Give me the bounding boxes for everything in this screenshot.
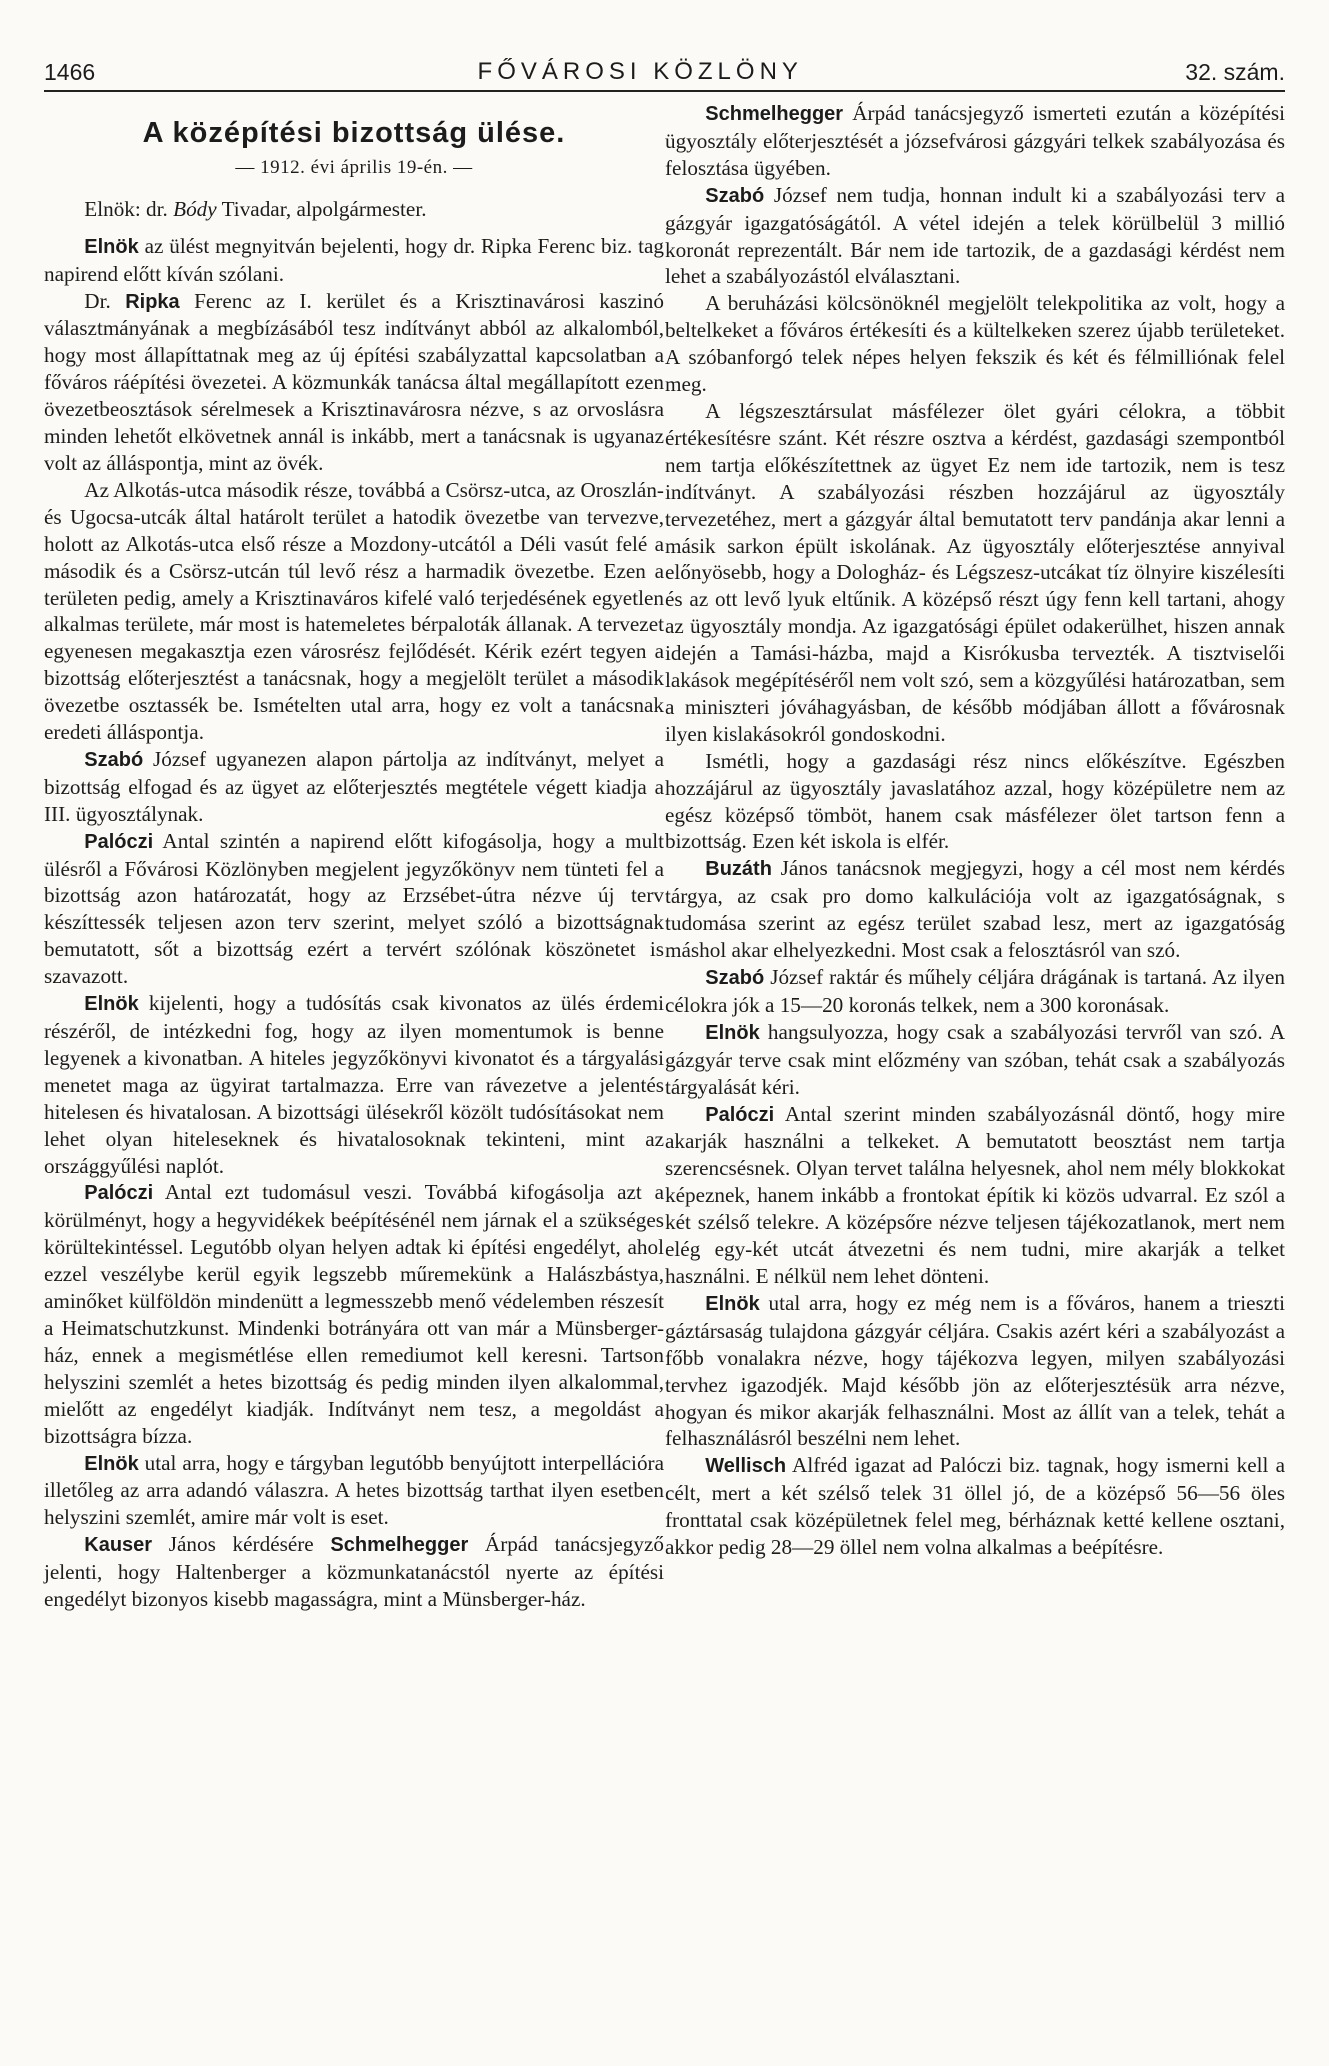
speaker-name: Palóczi — [84, 1182, 154, 1205]
speaker-name: Buzáth — [705, 858, 772, 881]
speaker-name: Elnök — [705, 1292, 760, 1315]
paragraph: Wellisch Alfréd igazat ad Palóczi biz. tagnak, hogy ismerni kell a célt, mert a két szélső telek 31 öllel jó, de a középső 56—56 öles fronttatal csak középületnek felel meg, bérháznak ketté kellene osztani, akkor pedig 28—29 öllel nem volna alkalmas a beépítésre. — [665, 1453, 1285, 1560]
speaker-name: Ripka — [125, 290, 180, 313]
paragraph: Kauser János kérdésére Schmelhegger Árpád tanácsjegyző jelenti, hogy Haltenberger a közmunkatanácstól nyerte az építési engedélyt bizonyos kisebb magasságra, mint a Münsberger-ház. — [44, 1532, 664, 1612]
paragraph: Elnök az ülést megnyitván bejelenti, hogy dr. Ripka Ferenc biz. tag napirend előtt kíván szólani. — [44, 233, 664, 286]
paragraph: Schmelhegger Árpád tanácsjegyző ismerteti ezután a középítési ügyosztály előterjesztését a józsefvárosi gázgyári telkek szabályozása és felosztása ügyében. — [665, 101, 1285, 180]
paragraph: Dr. Ripka Ferenc az I. kerület és a Krisztinavárosi kaszinó választmányának a megbízásából tesz indítványt abból az alkalomból, hogy most állapíttatnak meg az új építési szabályzattal kapcsolatban a főváros ráépítési övezetei. A közmunkák tanácsa által megállapított ezen övezetbeosztások sérelmesek a Krisztinavárosra nézve, s az orvoslásra minden lehetőt elkövetnek annál is inkább, mert a tanácsnak is ugyanaz volt az álláspontja, mint az övék. — [44, 288, 664, 475]
meeting-date: — 1912. évi április 19-én. — — [235, 156, 473, 178]
paragraph: Elnök kijelenti, hogy a tudósítás csak kivonatos az ülés érdemi részéről, de intézkedni fog, hogy az ilyen momentumok is benne legyenek a kivonatban. A hiteles jegyzőkönyvi kivonatot és a tárgyalási menetet maga az ügyirat tartalmazza. Erre van rávezetve a jelentés hitelesen és hivatalosan. A bizottsági ülésekről közölt tudósításokat nem lehet olyan hiteleseknek és hivatalosoknak tekinteni, mint az országgyűlési naplót. — [44, 991, 664, 1178]
speaker-name: Szabó — [705, 967, 765, 989]
paragraph: Szabó József nem tudja, honnan indult ki a szabályozási terv a gázgyár igazgatóságától. A vétel idején a telek körülbelül 3 millió koronát reprezentált. Bár nem ide tartozik, de a gazdasági kérdést nem lehet a szabályozástól elválasztani. — [665, 182, 1285, 289]
chairman-line: Elnök: dr. Bódy Tivadar, alpolgármester. — [84, 196, 427, 221]
paragraph: Elnök utal arra, hogy ez még nem is a főváros, hanem a trieszti gáztársaság tulajdona gázgyár céljára. Csakis azért kéri a szabályozást a főbb vonalakra nézve, hogy tájékozva legyen, milyen szabályozási tervhez igazodjék. Majd később jön az előterjesztésük arra nézve, hogyan és mikor akarják felhasználni. Most az állít van a telek, tehát a felhasználásról beszélni nem lehet. — [665, 1290, 1285, 1451]
paragraph: Az Alkotás-utca második része, továbbá a Csörsz-utca, az Oroszlán- és Ugocsa-utcák által határolt terület a hatodik övezetbe van tervezve, holott az Alkotás-utca első része a Mozdony-utcától a Déli vasút felé a második és a Csörsz-utcán túl levő rész a harmadik övezetbe. Ezen a területen pedig, amely a Krisztinaváros kifelé való terjedésének egyetlen alkalmas területe, már most is hatemeletes bérpaloták állanak. A tervezet egyenesen megakasztja ezen városrész fejlődését. Kérik ezért tegyen a bizottság előterjesztést a tanácsnak, hogy a megjelölt terület a második övezetbe osztassék be. Ismételten utal arra, hogy ez volt a tanácsnak eredeti álláspontja. — [44, 477, 664, 745]
paragraph: A beruházási kölcsönöknél megjelölt telekpolitika az volt, hogy a beltelkeket a főváros értékesíti és a kültelkeken szerez újabb területeket. A szóbanforgó telek népes helyen fekszik és két és félmilliónak felel meg. — [665, 291, 1285, 397]
right-column — [665, 100, 1285, 1613]
paragraph: Ismétli, hogy a gazdasági rész nincs előkészítve. Egészben hozzájárul az ügyosztály javaslatához azzal, hogy középületre nem az egész középső tömböt, hanem csak másfélezer ölet tartson fenn a bizottság. Ezen két iskola is elfér. — [665, 748, 1285, 854]
text-columns — [44, 100, 1285, 1613]
header-rule — [44, 90, 1285, 92]
speaker-name: Szabó — [705, 184, 765, 207]
speaker-name: Elnök — [84, 1452, 139, 1475]
speaker-name: Palóczi — [84, 830, 154, 853]
speaker-name: Kauser — [84, 1534, 153, 1557]
paragraph: Elnök hangsulyozza, hogy csak a szabályozási tervről van szó. A gázgyár terve csak mint előzmény van szóban, tehát csak a szabályozás tárgyalását kéri. — [665, 1019, 1285, 1099]
paragraph: Elnök utal arra, hogy e tárgyban legutóbb benyújtott interpellációra illetőleg az arra adandó válaszra. A hetes bizottság tarthat ilyen esetben helyszini szemlét, amire már volt is eset. — [44, 1450, 664, 1530]
publication-title: FŐVÁROSI KÖZLÖNY — [477, 58, 803, 85]
speaker-name: Wellisch — [705, 1455, 787, 1478]
paragraph: Szabó József ugyanezen alapon pártolja az indítványt, melyet a bizottság elfogad és az ügyet az előterjesztés megtétele végett kiadja a III. ügyosztálynak. — [44, 746, 664, 826]
speaker-name: Palóczi — [705, 1103, 775, 1126]
speaker-name: Schmelhegger — [330, 1534, 469, 1557]
page-header — [44, 46, 1285, 86]
speaker-name: Schmelhegger — [705, 103, 844, 125]
speaker-name: Elnök — [84, 993, 139, 1016]
paragraph: Szabó József raktár és műhely céljára drágának is tartaná. Az ilyen célokra jók a 15—20 koronás telkek, nem a 300 koronásak. — [665, 965, 1285, 1017]
paragraph: Buzáth János tanácsnok megjegyzi, hogy a cél most nem kérdés tárgya, az csak pro domo kalkulációja volt az igazgatóságnak, s tudomása szerint az egész terület szabad lesz, mert az igazgatóság máshol akar elhelyezkedni. Most csak a felosztásról van szó. — [665, 856, 1285, 963]
page-number: 1466 — [44, 59, 96, 85]
issue-number: 32. szám. — [1185, 59, 1285, 85]
speaker-name: Szabó — [84, 748, 144, 771]
speaker-name: Elnök — [84, 235, 139, 258]
paragraph: Palóczi Antal szerint minden szabályozásnál döntő, hogy mire akarják használni a telkeket. A bemutatott beosztást nem tartja szerencsésnek. Olyan tervet találna helyesnek, ahol nem mély blokkokat képeznek, hanem inkább a frontokat építik ki közös udvarral. Ez szól a két szélső telekre. A középsőre nézve teljesen tájékozatlanok, mert nem elég egy-két utcát átvezetni és nem tudni, mire akarják a telket használni. E nélkül nem lehet dönteni. — [665, 1101, 1285, 1288]
paragraph: Palóczi Antal szintén a napirend előtt kifogásolja, hogy a mult ülésről a Fővárosi Közlönyben megjelent jegyzőkönyv nem tünteti fel a bizottság azon határozatát, hogy az Erzsébet-útra nézve új terv készíttessék teljesen azon terv szerint, melyet szóló a bizottságnak bemutatott, sőt a bizottság ezért a tervért szólónak köszönetet is szavazott. — [44, 828, 664, 989]
paragraph: Palóczi Antal ezt tudomásul veszi. Továbbá kifogásolja azt a körülményt, hogy a hegyvidékek beépítésénél nem járnak el a szükséges körültekintéssel. Legutóbb olyan helyen adtak ki építési engedélyt, ahol ezzel veszélybe kerül egyik legszebb műremekünk a Halászbástya, aminőket külföldön mindenütt a legmesszebb menő védelemben részesít a Heimatschutzkunst. Mindenki botrányára ott van már a Münsberger-ház, ennek a megismétlése ellen remediumot kell keresni. Tartson helyszini szemlét a hetes bizottság és pedig minden ilyen alkalommal, mielőtt az engedélyt kiadják. Indítványt nem tesz, a megoldást a bizottságra bízza. — [44, 1180, 664, 1448]
left-column — [44, 100, 664, 1613]
speaker-name: Elnök — [705, 1021, 760, 1044]
paragraph: A légszesztársulat másfélezer ölet gyári célokra, a többit értékesítésre szánt. Két részre osztva a kérdést, gazdasági szempontból nem tartja előkészítettnek az ügyet Ez nem ide tartozik, nem is tesz indítványt. A szabályozási részben hozzájárul az ügyosztály tervezetéhez, mert a gázgyár által bemutatott terv pandánja akar lenni a másik sarkon épült iskolának. Az ügyosztály előterjesztése annyival előnyösebb, hogy a Dologház- és Légszesz-utcákat tíz ölnyire kiszélesíti és az ott levő lyuk eltűnik. A középső részt úgy fenn kell tartani, ahogy az ügyosztály mondja. Az igazgatósági épület odakerülhet, hiszen annak idején a Tamási-házba, majd a Kisrókusba tervezték. A tisztviselői lakások megépítéséről nem volt szó, sem a közgyűlési határozatban, sem a miniszteri jóváhagyásban, de később módjában állott a fővárosnak ilyen kislakásokról gondoskodni. — [665, 398, 1285, 746]
section-title: A középítési bizottság ülése. — [142, 117, 566, 149]
